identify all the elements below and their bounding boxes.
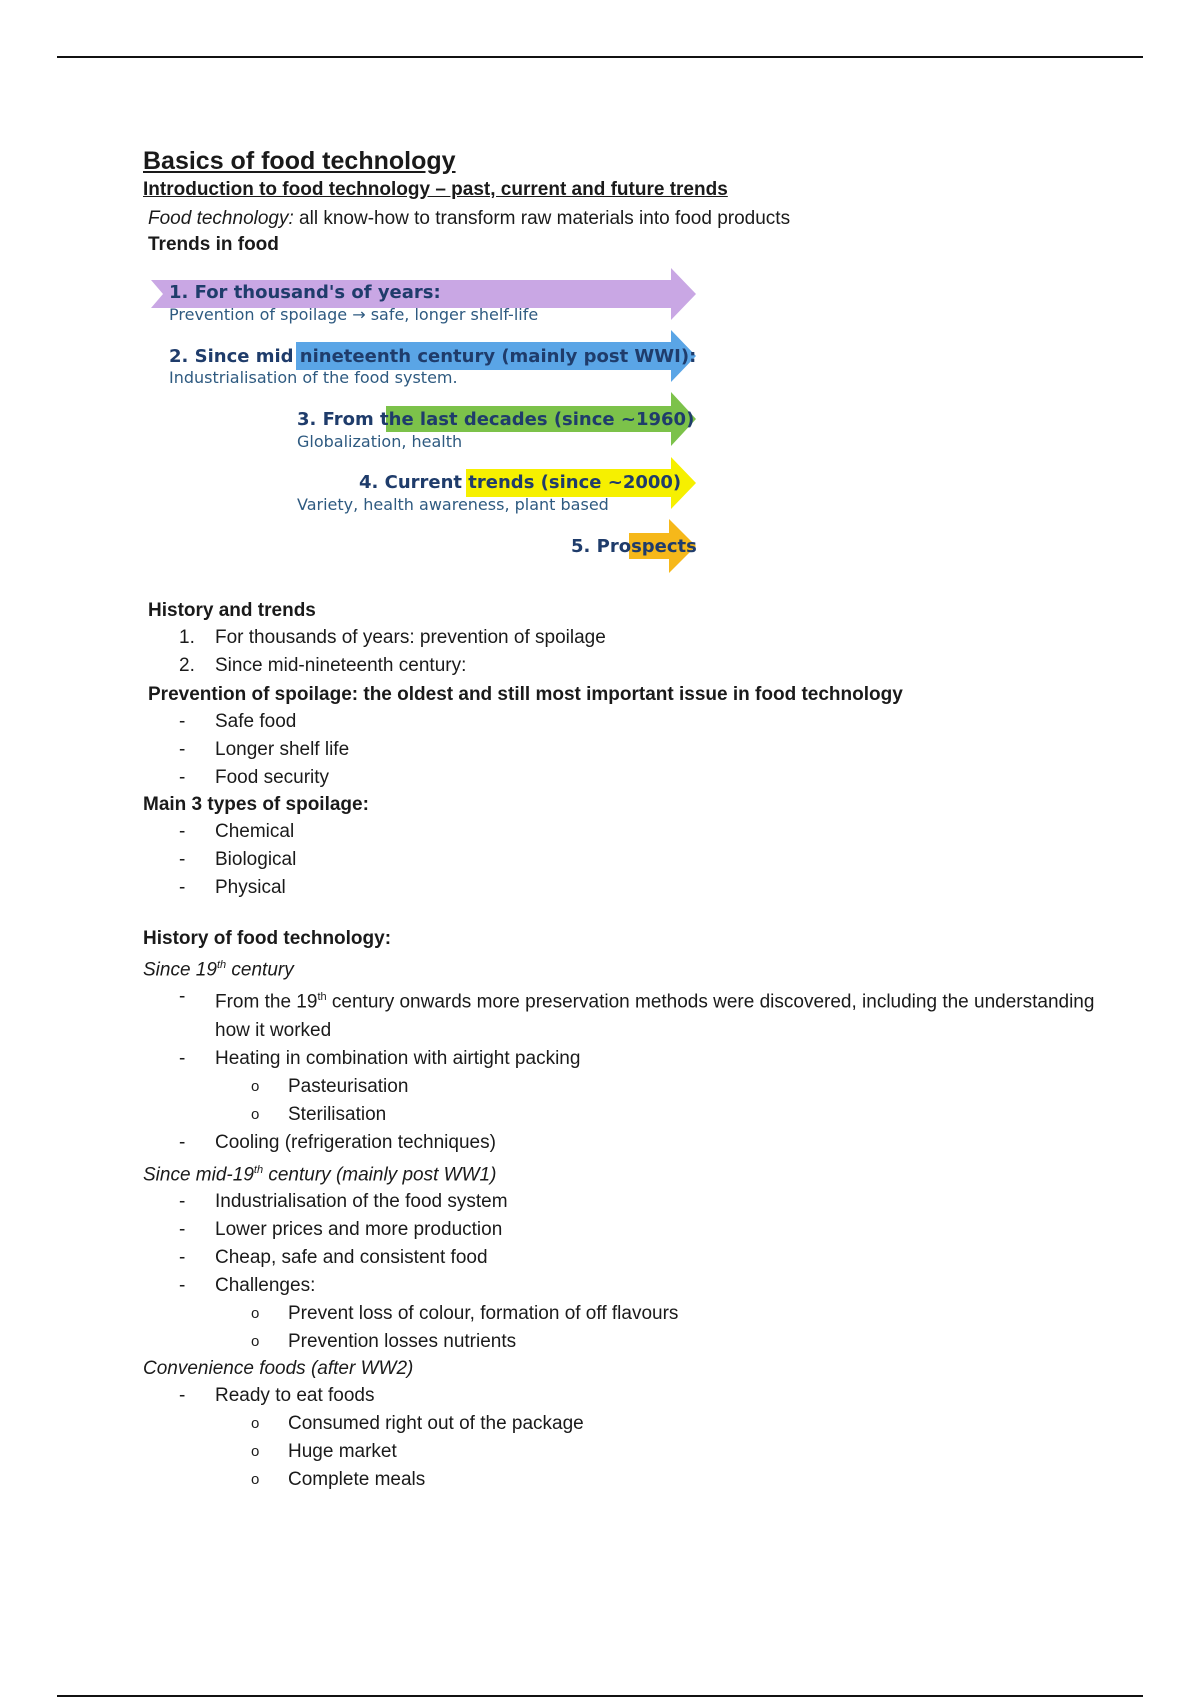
list-marker: 2.: [179, 655, 195, 676]
trend-2-title: 2. Since mid nineteenth century (mainly post WWI):: [169, 346, 697, 367]
ready-to-eat-sublist: [143, 1410, 1103, 1494]
bottom-rule: [57, 1695, 1143, 1697]
list-item: o Sterilisation: [251, 1103, 387, 1125]
definition-text: all know-how to transform raw materials into food products: [293, 208, 791, 229]
spoilage-types-heading: Main 3 types of spoilage:: [143, 794, 369, 815]
trend-4-sub: Variety, health awareness, plant based: [297, 495, 609, 514]
since-mid-19th-label: Since mid-19th century (mainly post WW1): [143, 1163, 497, 1185]
list-marker: 1.: [179, 627, 195, 648]
trend-5-title: 5. Prospects: [571, 536, 697, 557]
cooling-list: [143, 1129, 1103, 1157]
spoilage-types-list: [143, 818, 1103, 902]
list-item: - Food security: [179, 767, 330, 788]
list-item: - Industrialisation of the food system: [179, 1190, 508, 1212]
since-19th-label: Since 19th century: [143, 959, 294, 981]
convenience-label: Convenience foods (after WW2): [143, 1357, 414, 1379]
page-title: Basics of food technology: [143, 147, 456, 175]
mid-19th-list: [143, 1188, 1103, 1300]
list-item: - Cooling (refrigeration techniques): [179, 1131, 496, 1153]
challenges-sublist: [143, 1300, 1103, 1356]
trend-1-title: 1. For thousand's of years:: [169, 282, 441, 303]
list-item: 1. For thousands of years: prevention of spoilage: [143, 624, 1103, 652]
since-19th-list: [143, 983, 1103, 1072]
list-item: - Safe food: [179, 711, 297, 732]
trend-3-sub: Globalization, health: [297, 432, 463, 451]
list-item: - Challenges:: [179, 1274, 316, 1296]
history-trends-heading: History and trends: [148, 600, 316, 621]
trend-4-title: 4. Current trends (since ~2000): [359, 472, 682, 493]
list-item: - Cheap, safe and consistent food: [179, 1246, 488, 1268]
list-item: - Longer shelf life: [179, 739, 350, 760]
list-item: o Huge market: [251, 1440, 397, 1462]
document-body: [143, 146, 1103, 1494]
history-trends-list: [143, 624, 1103, 680]
list-item: - From the 19th century onwards more preservation methods were discovered, including the understanding how it worked: [179, 986, 1095, 1041]
list-item: - Ready to eat foods: [179, 1384, 375, 1406]
list-item: o Prevention losses nutrients: [251, 1330, 517, 1352]
list-item: - Biological: [179, 849, 297, 870]
trends-diagram: [151, 262, 711, 592]
list-item: 2. Since mid-nineteenth century:: [143, 652, 1103, 680]
definition-term: Food technology:: [148, 208, 294, 229]
list-item: - Lower prices and more production: [179, 1218, 503, 1240]
list-item: - Chemical: [179, 821, 295, 842]
top-rule: [57, 56, 1143, 58]
list-item: o Consumed right out of the package: [251, 1412, 584, 1434]
prevention-heading: Prevention of spoilage: the oldest and still most important issue in food technology: [148, 684, 903, 705]
trend-1-sub: Prevention of spoilage → safe, longer shelf-life: [169, 305, 539, 324]
list-item: - Physical: [179, 877, 286, 898]
list-item: - Heating in combination with airtight packing: [179, 1047, 581, 1069]
convenience-list: [143, 1382, 1103, 1410]
trends-heading: Trends in food: [148, 234, 279, 255]
definition-line: [148, 206, 1103, 232]
heating-sublist: [143, 1073, 1103, 1129]
list-item: o Prevent loss of colour, formation of off flavours: [251, 1302, 679, 1324]
list-item: o Complete meals: [251, 1468, 426, 1490]
section-subtitle: Introduction to food technology – past, current and future trends: [143, 179, 728, 200]
prevention-list: [143, 708, 1103, 792]
trend-2-sub: Industrialisation of the food system.: [169, 368, 458, 387]
trend-3-title: 3. From the last decades (since ~1960): [297, 409, 695, 430]
history-food-tech-heading: History of food technology:: [143, 928, 392, 949]
list-item: o Pasteurisation: [251, 1075, 409, 1097]
